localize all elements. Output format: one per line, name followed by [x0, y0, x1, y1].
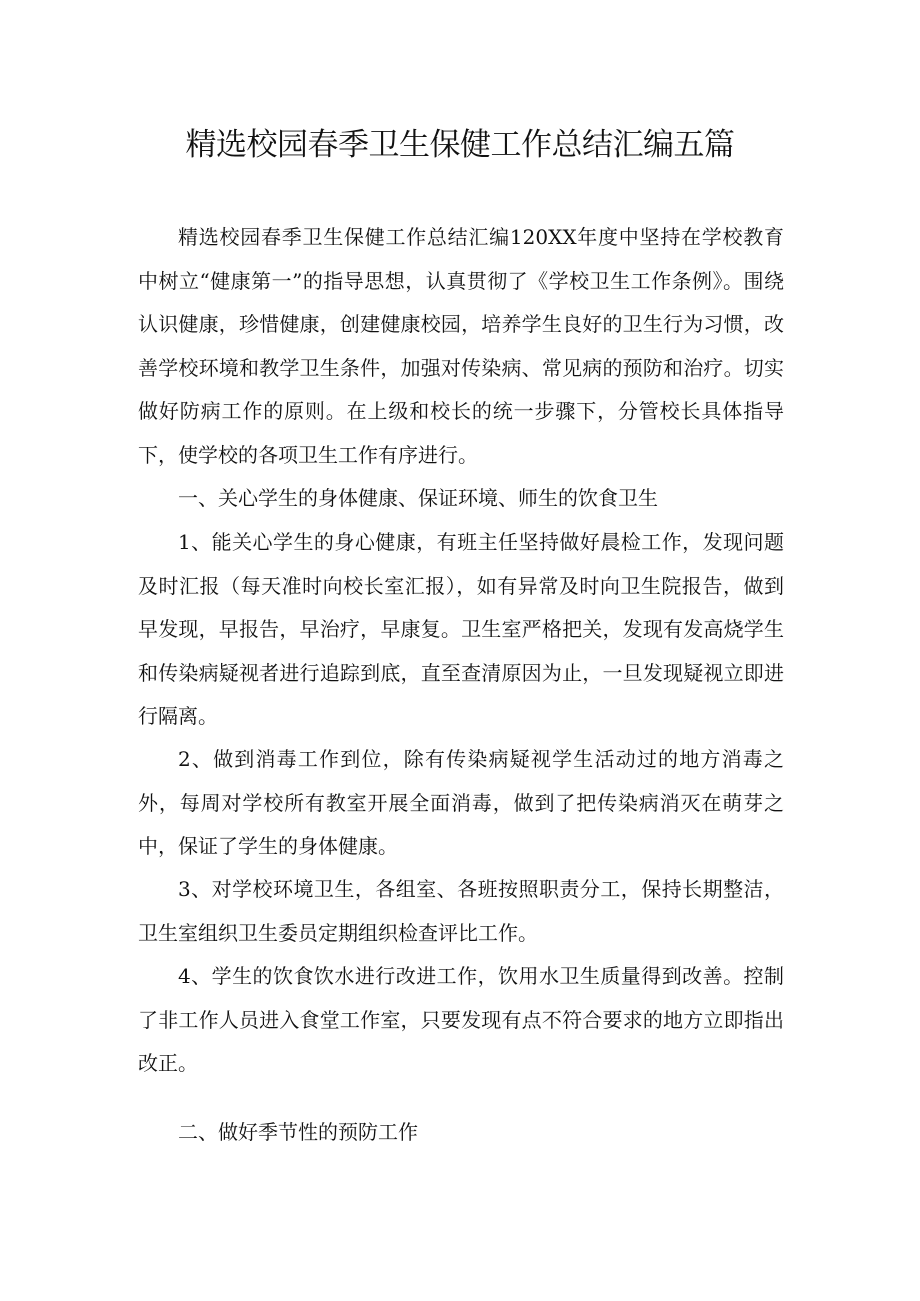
body-paragraph-4: 4、学生的饮食饮水进行改进工作，饮用水卫生质量得到改善。控制了非工作人员进入食堂工作室，只要发现有点不符合要求的地方立即指出改正。 [138, 964, 784, 1076]
document-title: 精选校园春季卫生保健工作总结汇编五篇 [185, 127, 735, 163]
section-heading-1: 一、关心学生的身体健康、保证环境、师生的饮食卫生 [178, 486, 658, 510]
body-paragraph-2: 2、做到消毒工作到位，除有传染病疑视学生活动过的地方消毒之外，每周对学校所有教室开展全面消毒，做到了把传染病消灭在萌芽之中，保证了学生的身体健康。 [138, 747, 784, 859]
section-heading-2: 二、做好季节性的预防工作 [178, 1120, 418, 1144]
intro-paragraph: 精选校园春季卫生保健工作总结汇编120XX年度中坚持在学校教育中树立“健康第一”的指导思想，认真贯彻了《学校卫生工作条例》。围绕认识健康，珍惜健康，创建健康校园，培养学生良好的卫生行为习惯，改善学校环境和教学卫生条件，加强对传染病、常见病的预防和治疗。切实做好防病工作的原则。在上级和校长的统一步骤下，分管校长具体指导下，使学校的各项卫生工作有序进行。 [138, 225, 784, 467]
body-paragraph-3: 3、对学校环境卫生，各组室、各班按照职责分工，保持长期整洁，卫生室组织卫生委员定期组织检查评比工作。 [138, 877, 784, 945]
body-paragraph-1: 1、能关心学生的身心健康，有班主任坚持做好晨检工作，发现问题及时汇报（每天准时向校长室汇报），如有异常及时向卫生院报告，做到早发现，早报告，早治疗，早康复。卫生室严格把关，发现有发高烧学生和传染病疑视者进行追踪到底，直至查清原因为止，一旦发现疑视立即进行隔离。 [138, 530, 784, 729]
